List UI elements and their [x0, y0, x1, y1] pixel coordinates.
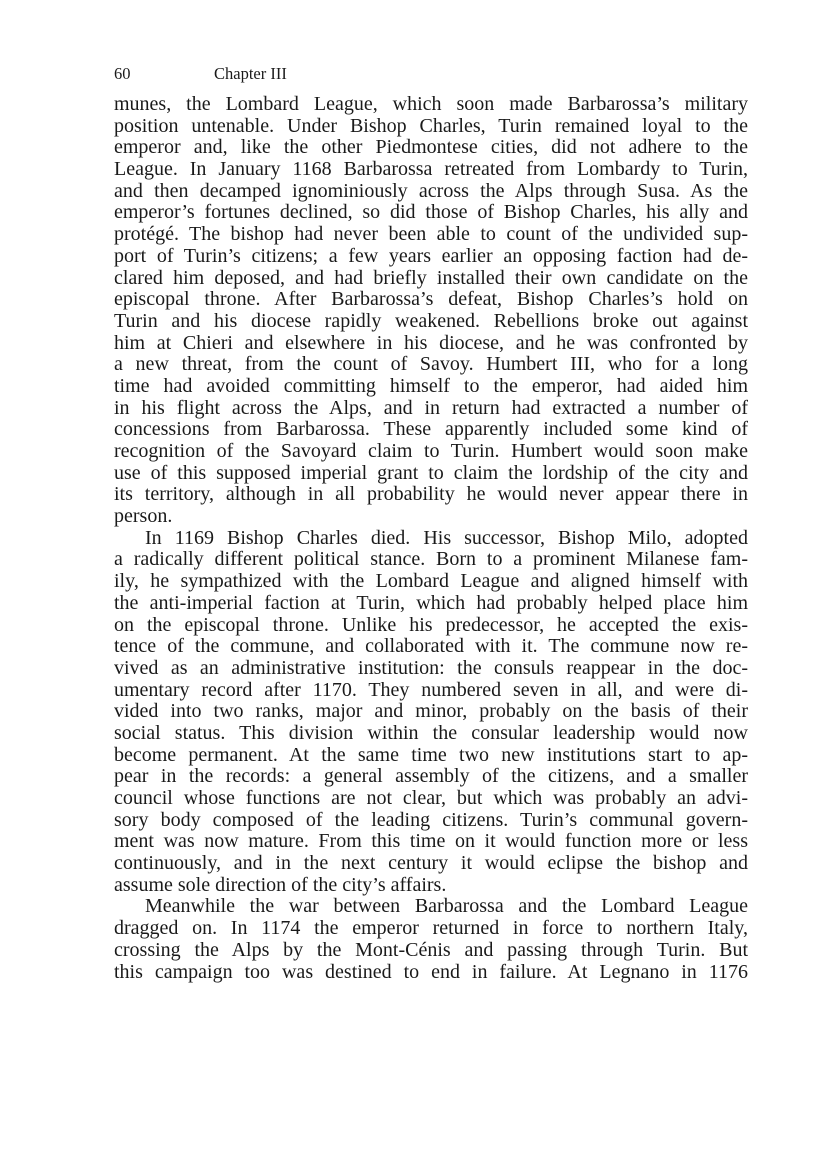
text-line: dragged on. In 1174 the emperor returned in force to northern Italy,	[114, 918, 748, 940]
book-page	[114, 64, 748, 983]
text-line: on the episcopal throne. Unlike his predecessor, he accepted the exis-	[114, 614, 748, 636]
chapter-title: Chapter III	[214, 64, 287, 83]
text-line: ment was now mature. From this time on it would function more or less	[114, 831, 748, 853]
text-line: vided into two ranks, major and minor, probably on the basis of their	[114, 701, 748, 723]
text-line: him at Chieri and elsewhere in his diocese, and he was confronted by	[114, 332, 748, 354]
text-line: person.	[114, 506, 173, 528]
text-line: become permanent. At the same time two new institutions start to ap-	[114, 744, 748, 766]
text-line: sory body composed of the leading citizens. Turin’s communal govern-	[114, 809, 748, 831]
text-line: use of this supposed imperial grant to claim the lordship of the city and	[114, 462, 748, 484]
text-line: in his flight across the Alps, and in return had extracted a number of	[114, 397, 748, 419]
text-line: emperor’s fortunes declined, so did those of Bishop Charles, his ally and	[114, 202, 748, 224]
text-line: council whose functions are not clear, but which was probably an advi-	[114, 788, 748, 809]
text-line: munes, the Lombard League, which soon made Barbarossa’s military	[114, 94, 748, 115]
text-line: umentary record after 1170. They numbered seven in all, and were di-	[114, 679, 748, 701]
page-number: 60	[114, 64, 131, 83]
text-line: port of Turin’s citizens; a few years earlier an opposing faction had de-	[114, 245, 748, 267]
text-line: Meanwhile the war between Barbarossa and the Lombard League	[145, 896, 748, 918]
paragraph	[114, 896, 748, 983]
text-line: the anti-imperial faction at Turin, which had probably helped place him	[114, 592, 748, 614]
text-line: protégé. The bishop had never been able to count of the undivided sup-	[114, 224, 748, 246]
text-line: a radically different political stance. Born to a prominent Milanese fam-	[114, 549, 748, 571]
text-line: and then decamped ignominiously across the Alps through Susa. As the	[114, 180, 748, 202]
text-line: emperor and, like the other Piedmontese cities, did not adhere to the	[114, 137, 748, 159]
text-line: League. In January 1168 Barbarossa retreated from Lombardy to Turin,	[114, 159, 748, 181]
text-line: assume sole direction of the city’s affairs.	[114, 874, 447, 896]
text-line: recognition of the Savoyard claim to Turin. Humbert would soon make	[114, 441, 748, 462]
text-line: position untenable. Under Bishop Charles, Turin remained loyal to the	[114, 115, 748, 137]
text-line: social status. This division within the consular leadership would now	[114, 722, 748, 744]
text-line: pear in the records: a general assembly of the citizens, and a smaller	[114, 766, 748, 788]
text-line: concessions from Barbarossa. These apparently included some kind of	[114, 419, 748, 441]
text-line: continuously, and in the next century it would eclipse the bishop and	[114, 853, 748, 875]
text-line: Turin and his diocese rapidly weakened. Rebellions broke out against	[114, 310, 748, 332]
text-line: crossing the Alps by the Mont-Cénis and passing through Turin. But	[114, 939, 748, 961]
text-line: In 1169 Bishop Charles died. His successor, Bishop Milo, adopted	[145, 527, 748, 549]
text-line: its territory, although in all probability he would never appear there in	[114, 484, 748, 506]
text-line: time had avoided committing himself to the emperor, had aided him	[114, 375, 748, 397]
paragraph	[114, 94, 748, 528]
text-line: episcopal throne. After Barbarossa’s defeat, Bishop Charles’s hold on	[114, 289, 748, 311]
text-line: ily, he sympathized with the Lombard League and aligned himself with	[114, 571, 748, 593]
text-line: a new threat, from the count of Savoy. Humbert III, who for a long	[114, 354, 748, 376]
text-line: clared him deposed, and had briefly installed their own candidate on the	[114, 267, 748, 289]
text-line: vived as an administrative institution: the consuls reappear in the doc-	[114, 657, 748, 679]
body-text	[114, 94, 748, 983]
paragraph	[114, 528, 748, 897]
text-line: this campaign too was destined to end in failure. At Legnano in 1176	[114, 961, 748, 983]
running-head	[114, 64, 748, 84]
text-line: tence of the commune, and collaborated with it. The commune now re-	[114, 636, 748, 658]
